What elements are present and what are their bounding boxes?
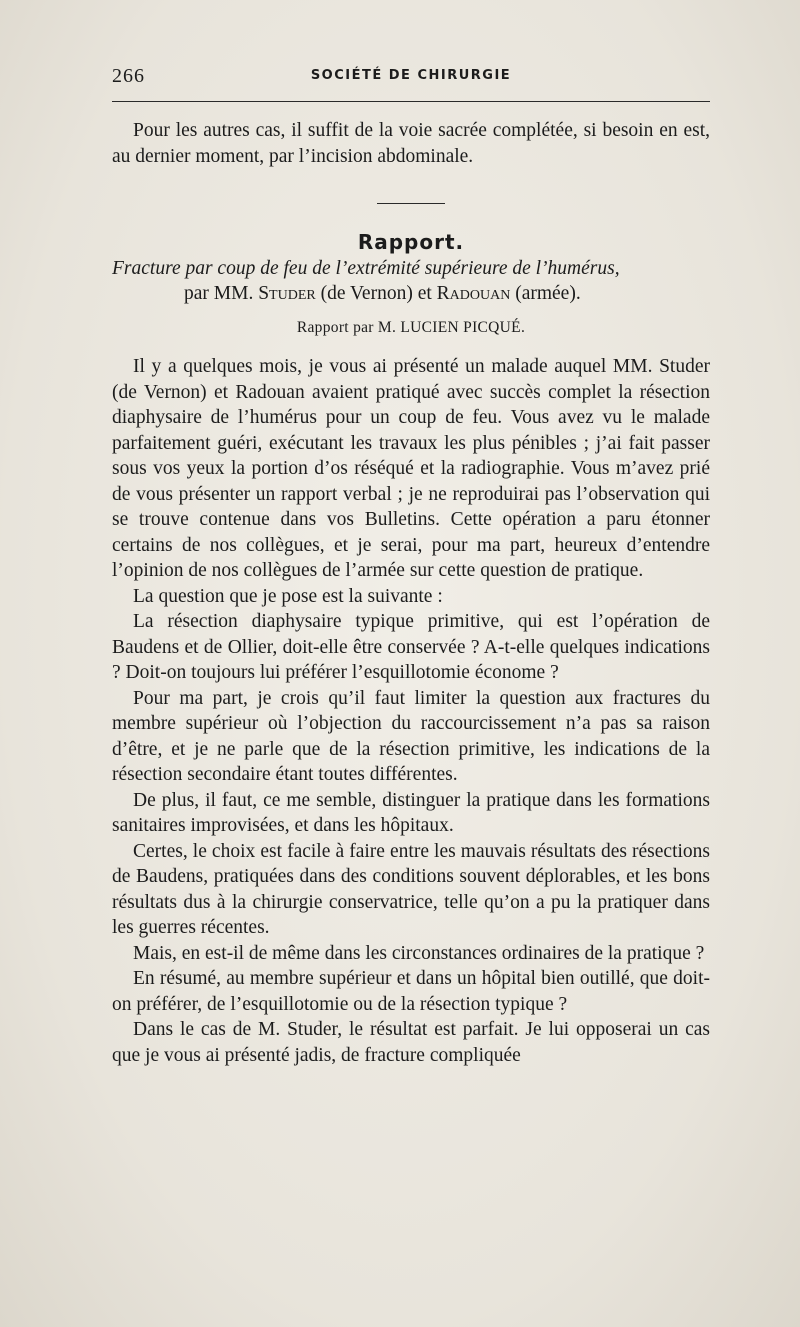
authors-prefix: par MM. (184, 283, 259, 304)
reporter-line: Rapport par M. LUCIEN PICQUÉ. (296, 318, 526, 336)
header-rule (112, 101, 710, 102)
page-header (112, 62, 710, 94)
body-paragraph: Mais, en est-il de même dans les circonstances ordinaires de la pratique ? (133, 942, 705, 964)
author-affiliation-2: (armée). (510, 283, 581, 304)
body-paragraph: Certes, le choix est facile à faire entre les mauvais résultats des résections de Baudens, pratiquées dans des conditions souvent déplorables, et les bons résultats dus à la chirurgie conservatrice, telle qu’on a pu la pratiquer dans les guerres récentes. (112, 840, 710, 938)
section-divider (377, 203, 445, 204)
text-column (112, 118, 710, 1068)
author-radouan: Radouan (436, 283, 511, 304)
report-authors (112, 281, 710, 307)
report-title: Fracture par coup de feu de l’extrémité supérieure de l’humérus, (112, 257, 620, 279)
body-paragraph: La résection diaphysaire typique primitive, qui est l’opération de Baudens et de Ollier, doit-elle être conservée ? A-t-elle quelques indications ? Doit-on toujours lui préférer l’esquillotomie économe ? (112, 611, 710, 683)
section-heading: Rapport. (357, 230, 465, 254)
author-studer: Studer (258, 283, 316, 304)
author-affiliation-1: (de Vernon) et (315, 283, 437, 304)
body-paragraph: Il y a quelques mois, je vous ai présenté un malade auquel MM. Studer (de Vernon) et Radouan avaient pratiqué avec succès complet la résection diaphysaire de l’humérus pour un coup de feu. Vous avez vu le malade parfaitement guéri, exécutant les travaux les plus pénibles ; j’ai fait passer sous vos yeux la portion d’os réséqué et la radiographie. Vous m’avez prié de vous présenter un rapport verbal ; je ne reproduirai pas l’observation qui se trouve contenue dans vos Bulletins. Cette opération a paru étonner certains de nos collègues, et je serai, pour ma part, heureux d’entendre l’opinion de nos collègues de l’armée sur cette question de pratique. (112, 356, 710, 581)
page-number: 266 (112, 65, 145, 87)
body-paragraph: De plus, il faut, ce me semble, distinguer la pratique dans les formations sanitaires improvisées, et dans les hôpitaux. (112, 789, 710, 836)
intro-paragraph: Pour les autres cas, il suffit de la voie sacrée complétée, si besoin en est, au dernier moment, par l’incision abdominale. (112, 120, 710, 167)
running-head: SOCIÉTÉ DE CHIRURGIE (310, 68, 512, 83)
body-paragraph: Pour ma part, je crois qu’il faut limiter la question aux fractures du membre supérieur où l’objection du raccourcissement n’a pas sa raison d’être, et je ne parle que de la résection primitive, les indications de la résection secondaire étant toutes différentes. (112, 687, 710, 785)
body-paragraph: En résumé, au membre supérieur et dans un hôpital bien outillé, que doit-on préférer, de l’esquillotomie ou de la résection typique ? (112, 968, 710, 1015)
body-paragraph: Dans le cas de M. Studer, le résultat est parfait. Je lui opposerai un cas que je vous ai présenté jadis, de fracture compliquée (112, 1019, 710, 1066)
body-paragraph: La question que je pose est la suivante : (133, 585, 443, 607)
